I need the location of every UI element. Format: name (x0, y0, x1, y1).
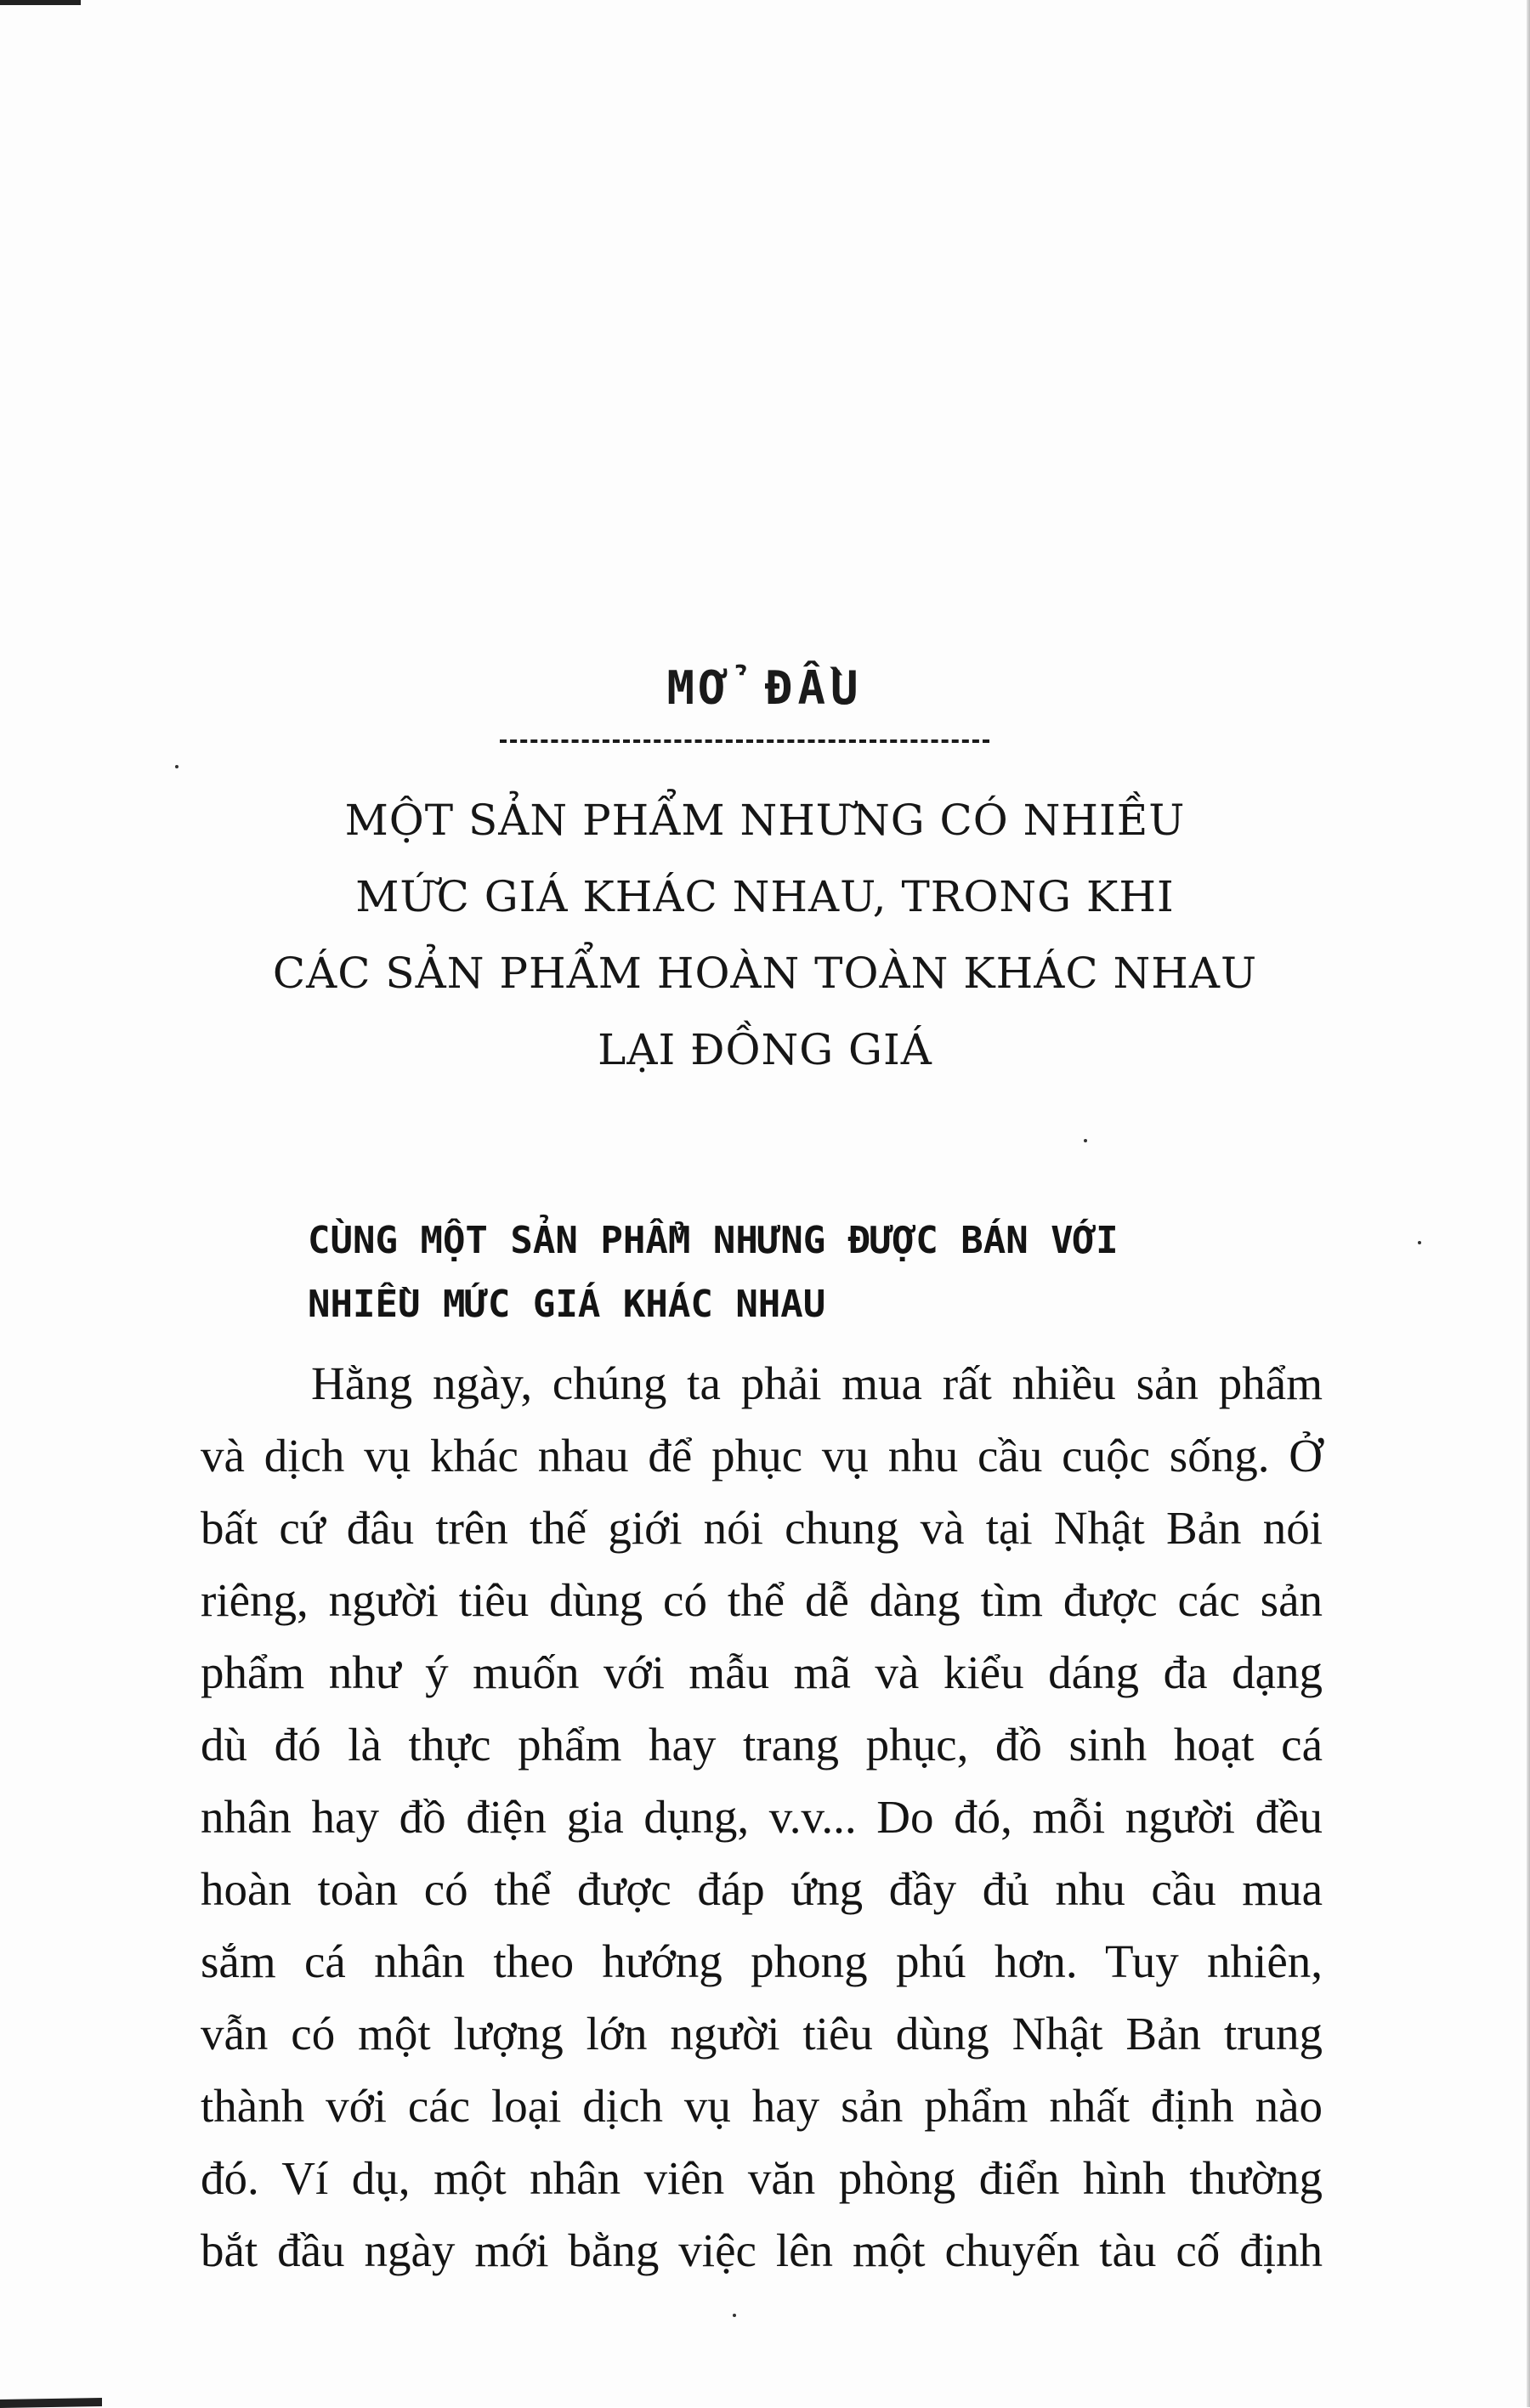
body-line: thành với các loại dịch vụ hay sản phẩm nhất định nào (201, 2080, 1323, 2132)
chapter-label: MỞ ĐẦU (666, 661, 864, 715)
chapter-title (0, 782, 1530, 1088)
body-line: và dịch vụ khác nhau để phục vụ nhu cầu cuộc sống. Ở (201, 1430, 1323, 1482)
section-heading (308, 1209, 1285, 1336)
scan-speck (175, 765, 178, 768)
body-line: Hằng ngày, chúng ta phải mua rất nhiều sản phẩm (311, 1357, 1323, 1409)
section-heading-line: NHIỀU MỨC GIÁ KHÁC NHAU (308, 1283, 826, 1326)
body-paragraph (201, 1347, 1323, 2286)
chapter-title-line: MỨC GIÁ KHÁC NHAU, TRONG KHI (355, 872, 1175, 921)
scan-speck (733, 2314, 736, 2317)
body-line: phẩm như ý muốn với mẫu mã và kiểu dáng đa dạng (201, 1646, 1323, 1698)
section-heading-line: CÙNG MỘT SẢN PHẨM NHƯNG ĐƯỢC BÁN VỚI (308, 1219, 1119, 1262)
chapter-title-line: CÁC SẢN PHẨM HOÀN TOÀN KHÁC NHAU (272, 949, 1258, 998)
scan-speck (1084, 1139, 1087, 1142)
body-line: dù đó là thực phẩm hay trang phục, đồ sinh hoạt cá (201, 1719, 1323, 1771)
scan-edge-bottom (0, 2398, 102, 2408)
scan-speck (1418, 1241, 1421, 1244)
chapter-title-line: MỘT SẢN PHẨM NHƯNG CÓ NHIỀU (344, 796, 1186, 845)
scan-edge-top (0, 0, 81, 5)
chapter-title-line: LẠI ĐỒNG GIÁ (598, 1025, 932, 1074)
chapter-divider (500, 739, 989, 743)
body-line: bất cứ đâu trên thế giới nói chung và tại Nhật Bản nói (201, 1502, 1323, 1554)
body-line: sắm cá nhân theo hướng phong phú hơn. Tuy nhiên, (201, 1935, 1323, 1987)
scan-edge-right (1527, 0, 1530, 2407)
body-line: vẫn có một lượng lớn người tiêu dùng Nhật Bản trung (201, 2008, 1323, 2060)
body-line: hoàn toàn có thể được đáp ứng đầy đủ nhu cầu mua (201, 1863, 1323, 1915)
body-line: bắt đầu ngày mới bằng việc lên một chuyến tàu cố định (201, 2224, 1323, 2276)
body-line: riêng, người tiêu dùng có thể dễ dàng tìm được các sản (201, 1574, 1323, 1626)
body-line: đó. Ví dụ, một nhân viên văn phòng điển hình thường (201, 2152, 1323, 2204)
body-line: nhân hay đồ điện gia dụng, v.v... Do đó, mỗi người đều (201, 1791, 1323, 1843)
